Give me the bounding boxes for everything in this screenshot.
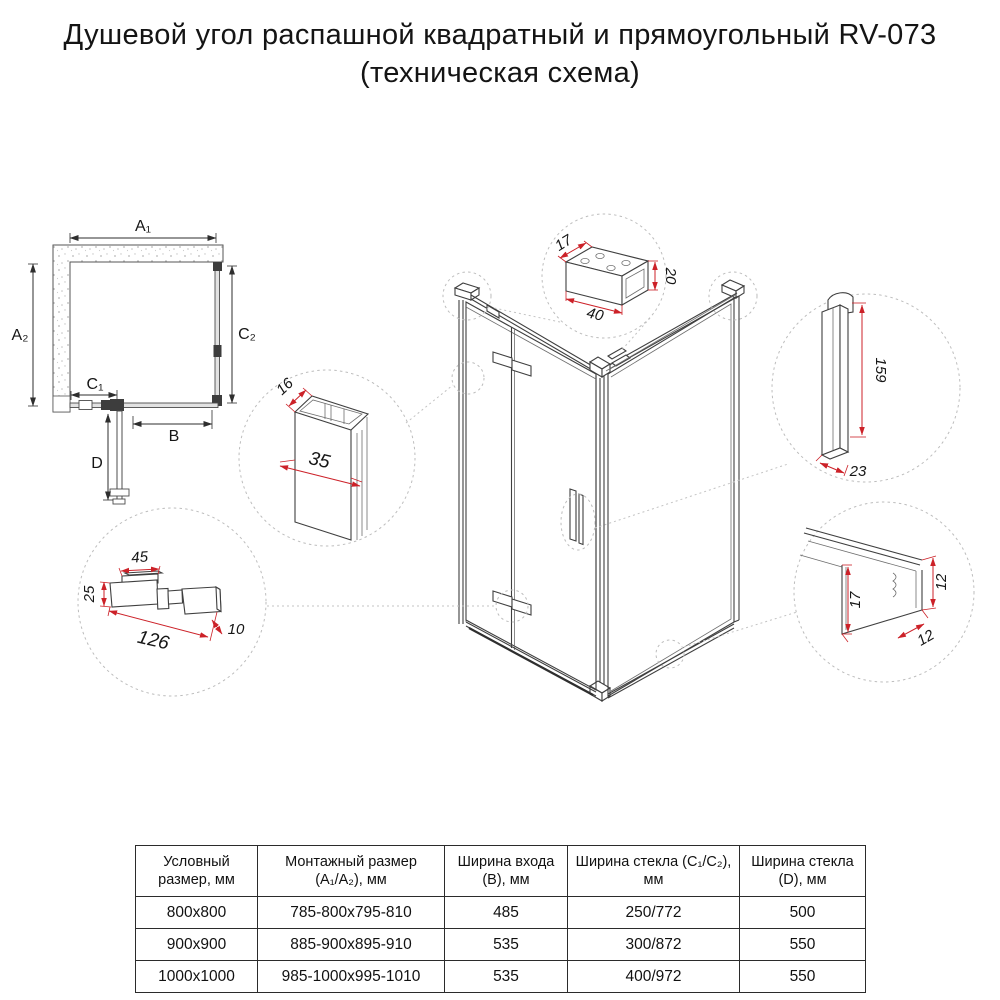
- table-cell: 885-900x895-910: [258, 929, 445, 961]
- iso-door-handle: [570, 489, 576, 541]
- table-cell: 985-1000x995-1010: [258, 961, 445, 993]
- handle-dim-height: 159: [872, 357, 889, 383]
- handle-dim-depth: 23: [849, 463, 867, 480]
- size-table: [135, 845, 866, 993]
- title-line-2: (техническая схема): [360, 57, 640, 90]
- iso-top-hinge: [493, 352, 512, 368]
- wall-profile-dim-depth: 16: [273, 374, 297, 399]
- col-header-nominal-size: Условный размер, мм: [136, 846, 258, 897]
- table-cell: 250/772: [568, 897, 740, 929]
- plan-dim-a2: A₂: [11, 327, 29, 344]
- wall-profile-dim-width: 35: [306, 448, 332, 474]
- plan-door-handle: [110, 489, 129, 496]
- table-row: [136, 897, 866, 929]
- table-cell: 485: [445, 897, 568, 929]
- table-cell: 900x900: [136, 929, 258, 961]
- plan-dim-a1: A₁: [134, 218, 152, 235]
- plan-open-door: [117, 411, 122, 501]
- detail-bottom-hinge: [78, 508, 266, 696]
- hinge-dim-plate: 45: [130, 548, 149, 567]
- plan-dim-c2: C₂: [238, 326, 256, 343]
- hinge-dim-height: 25: [81, 585, 98, 603]
- iso-corner-post: [590, 357, 610, 701]
- isometric-view: [443, 272, 757, 701]
- table-cell: 500: [740, 897, 866, 929]
- table-cell: 800x800: [136, 897, 258, 929]
- detail-wall-bracket: [542, 214, 679, 338]
- title-line-1: Душевой угол распашной квадратный и прямоугольный RV-073: [63, 19, 937, 51]
- col-header-glass-width-d: Ширина стекла (D), мм: [740, 846, 866, 897]
- table-cell: 535: [445, 929, 568, 961]
- plan-dim-d: D: [91, 455, 103, 472]
- detail-handle-profile: [772, 293, 960, 482]
- detail-bottom-profile: [794, 502, 974, 682]
- leader-lines: [267, 308, 797, 647]
- plan-view: [12, 218, 256, 504]
- bracket-dim-length: 40: [584, 304, 606, 325]
- table-cell: 785-800x795-810: [258, 897, 445, 929]
- col-header-mounting-size: Монтажный размер (A₁/A₂), мм: [258, 846, 445, 897]
- table-cell: 300/872: [568, 929, 740, 961]
- plan-dim-c1: C₁: [86, 376, 104, 393]
- size-table-header-row: [136, 846, 866, 897]
- iso-top-bar-left: [471, 295, 594, 371]
- bracket-dim-depth: 17: [552, 231, 576, 255]
- bottom-profile-dim-inner: 17: [847, 591, 864, 609]
- table-row: [136, 961, 866, 993]
- table-cell: 535: [445, 961, 568, 993]
- bottom-profile-dim-depth: 12: [914, 626, 938, 650]
- table-cell: 550: [740, 929, 866, 961]
- table-row: [136, 929, 866, 961]
- plan-right-glass: [215, 263, 220, 405]
- table-cell: 400/972: [568, 961, 740, 993]
- hinge-dim-length: 126: [135, 626, 172, 655]
- detail-wall-profile: [239, 370, 415, 546]
- hinge-dim-thickness: 10: [227, 621, 245, 638]
- table-cell: 1000x1000: [136, 961, 258, 993]
- bracket-dim-height: 20: [662, 267, 679, 285]
- col-header-glass-width-c: Ширина стекла (C₁/C₂), мм: [568, 846, 740, 897]
- wall-section: [53, 245, 223, 412]
- bottom-profile-dim-height: 12: [933, 573, 950, 591]
- table-cell: 550: [740, 961, 866, 993]
- plan-dim-b: B: [168, 428, 180, 445]
- col-header-entry-width: Ширина входа (B), мм: [445, 846, 568, 897]
